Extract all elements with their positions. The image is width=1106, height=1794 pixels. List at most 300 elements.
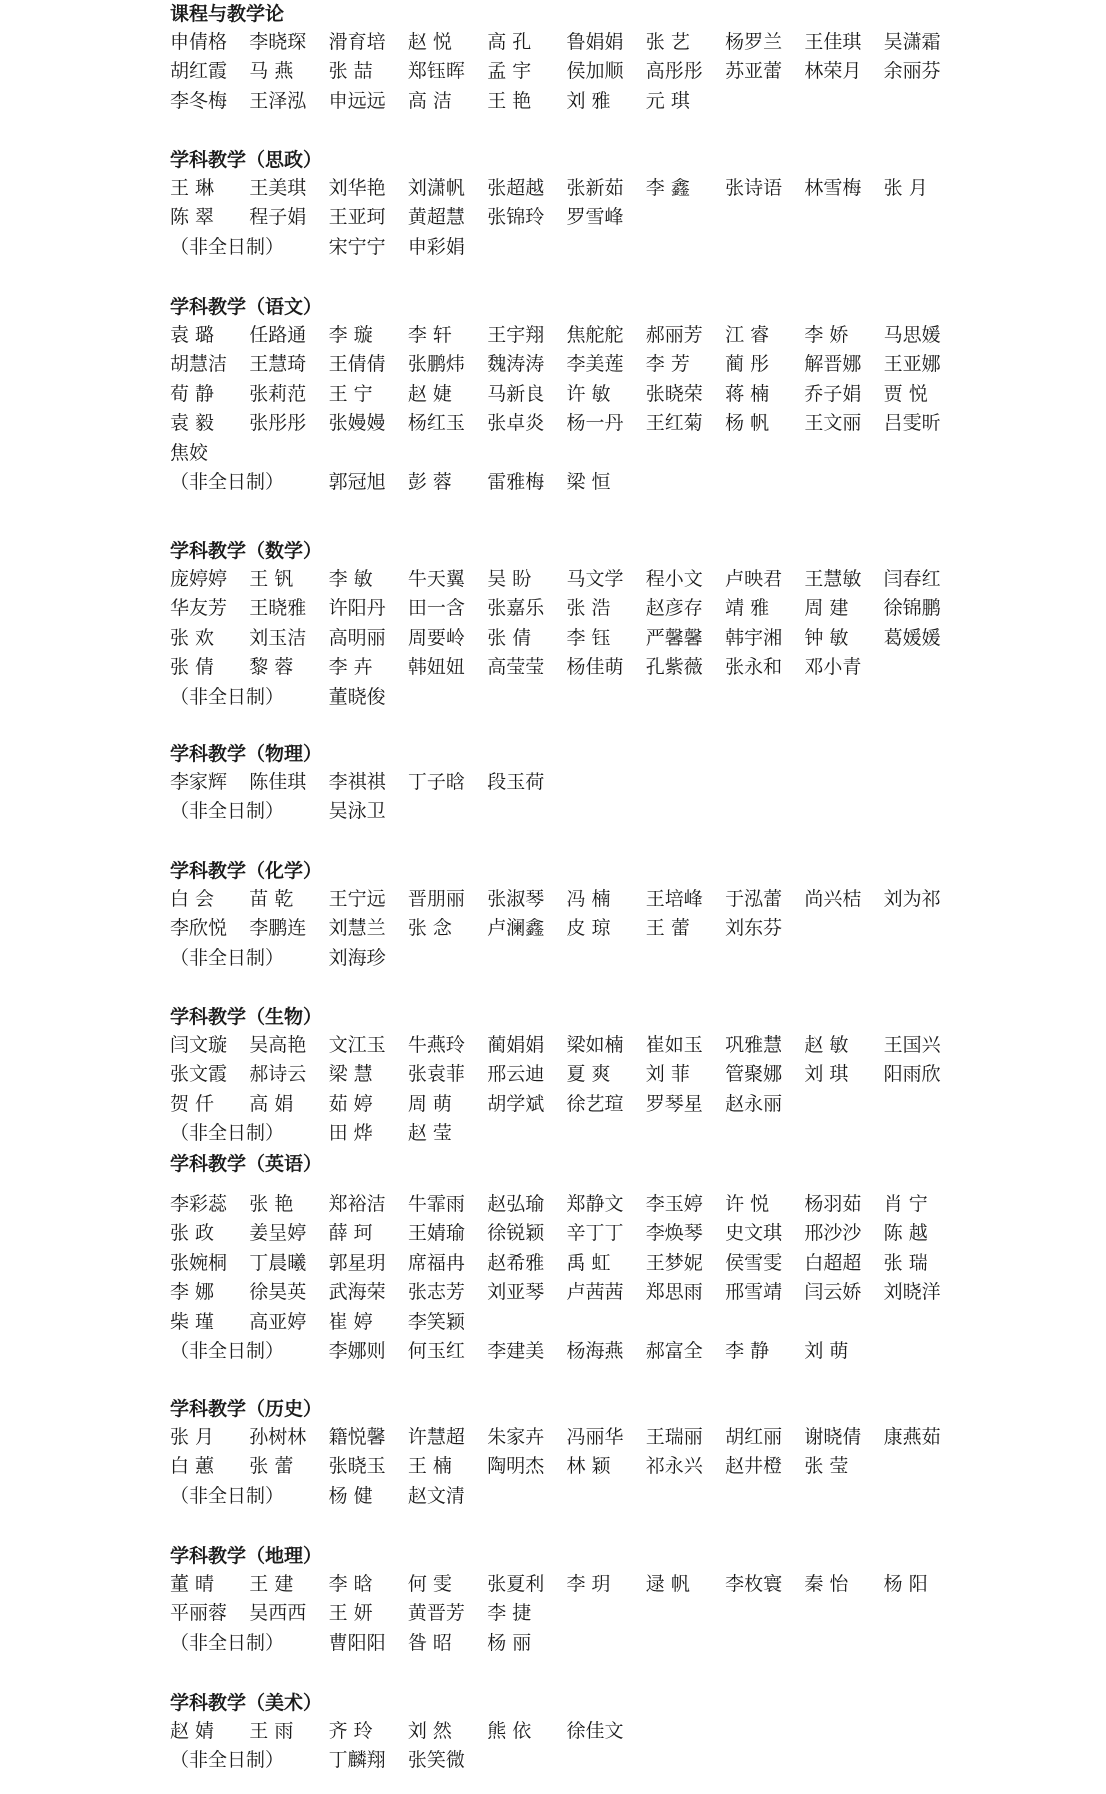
student-name-text: 李笑颖	[407, 1310, 465, 1333]
student-name-text: 华友芳	[170, 597, 228, 620]
student-name-text: 徐锐颖	[487, 1222, 545, 1245]
parttime-row	[170, 1119, 963, 1148]
student-name	[170, 409, 249, 438]
student-name-text: 邓小青	[804, 656, 862, 679]
student-name-text: 晋朋丽	[407, 888, 465, 910]
student-name-text: 张 倩	[487, 626, 532, 649]
student-name	[646, 321, 725, 350]
student-name	[249, 565, 328, 594]
student-name-text: 白超超	[804, 1251, 862, 1274]
section-title: 学科教学（生物）	[170, 1006, 323, 1028]
student-name	[725, 1570, 804, 1599]
student-name	[408, 1308, 487, 1337]
student-name-text: 解晋娜	[804, 353, 862, 376]
student-name	[804, 594, 883, 623]
student-name-text: 白 蕙	[170, 1455, 215, 1478]
parttime-row	[170, 468, 963, 497]
student-name-text: 张 月	[170, 1426, 215, 1448]
student-name	[566, 594, 645, 623]
student-name	[804, 1219, 883, 1248]
student-name	[884, 1278, 963, 1307]
student-name	[249, 380, 328, 409]
student-name	[487, 1219, 566, 1248]
student-name-text: 刘 萌	[804, 1339, 849, 1362]
student-name-text: 梁如楠	[566, 1034, 624, 1056]
student-name-text: 严馨馨	[645, 626, 703, 649]
name-row	[170, 350, 963, 379]
student-name	[408, 321, 487, 350]
student-name-text: 王晓雅	[249, 597, 307, 620]
student-name	[725, 914, 804, 943]
student-name-text: 吴高艳	[249, 1034, 307, 1056]
section-title: 学科教学（美术）	[170, 1692, 323, 1714]
student-name-text: 宋宁宁	[328, 235, 386, 258]
student-name-text: 李祺祺	[328, 771, 386, 793]
student-name-text: 袁 璐	[170, 324, 215, 346]
parttime-row	[170, 1337, 963, 1366]
student-name	[408, 653, 487, 682]
student-name	[487, 1423, 566, 1452]
section-title: 学科教学（地理）	[170, 1545, 323, 1567]
student-name	[249, 1308, 328, 1337]
student-name	[329, 624, 408, 653]
student-name	[408, 1119, 487, 1148]
student-name	[249, 653, 328, 682]
parttime-label: （非全日制）	[170, 235, 285, 258]
student-name	[884, 1060, 963, 1089]
student-name	[329, 1452, 408, 1481]
student-name-text: 郝诗云	[249, 1063, 307, 1086]
student-name	[884, 1423, 963, 1452]
student-name	[804, 1190, 883, 1219]
student-name-text: 秦 怡	[804, 1573, 849, 1595]
student-name	[249, 624, 328, 653]
student-name	[566, 409, 645, 438]
student-name-text: 逯 帆	[645, 1573, 690, 1595]
major-section	[170, 1003, 963, 1149]
student-name	[329, 87, 408, 116]
student-name-text: 王佳琪	[804, 31, 862, 53]
student-name	[329, 1249, 408, 1278]
section-title: 学科教学（思政）	[170, 149, 323, 171]
student-name-text: 崔 婷	[328, 1310, 373, 1333]
student-name	[487, 1599, 566, 1628]
name-row	[170, 1031, 963, 1060]
student-name	[329, 1031, 408, 1060]
major-section	[170, 0, 963, 116]
student-name	[329, 1482, 408, 1511]
student-name	[487, 1570, 566, 1599]
student-name-text: 刘 菲	[645, 1063, 690, 1086]
student-name	[646, 1278, 725, 1307]
student-name	[329, 914, 408, 943]
student-name	[170, 1570, 249, 1599]
student-name-text: 冯 楠	[566, 888, 611, 910]
student-name	[804, 653, 883, 682]
student-name-text: 李 璇	[328, 324, 373, 346]
student-name	[487, 653, 566, 682]
student-name	[804, 28, 883, 57]
student-name	[170, 439, 249, 468]
student-name-text: 蒋 楠	[725, 382, 770, 405]
student-name	[408, 1746, 487, 1775]
student-name	[566, 1249, 645, 1278]
student-name-text: 高明丽	[328, 626, 386, 649]
student-name	[725, 1337, 804, 1366]
student-name	[725, 1249, 804, 1278]
student-name	[646, 57, 725, 86]
student-name	[249, 350, 328, 379]
student-name-text: 罗雪峰	[566, 206, 624, 229]
student-name-text: 赵 敏	[804, 1034, 849, 1056]
student-name	[487, 885, 566, 914]
student-name-text: 黄超慧	[407, 206, 465, 229]
student-name	[725, 57, 804, 86]
student-name-text: 籍悦馨	[328, 1426, 386, 1448]
student-name-text: 平丽蓉	[170, 1602, 228, 1625]
student-name	[249, 594, 328, 623]
student-name	[408, 594, 487, 623]
student-name	[725, 1031, 804, 1060]
student-name	[804, 885, 883, 914]
student-name-text: 胡学斌	[487, 1092, 545, 1115]
student-name	[249, 174, 328, 203]
student-name	[329, 885, 408, 914]
student-name-text: 徐昊英	[249, 1281, 307, 1304]
student-name-text: 王 艳	[487, 89, 532, 112]
student-name	[646, 1423, 725, 1452]
student-name	[804, 1452, 883, 1481]
parttime-row	[170, 1629, 963, 1658]
student-name-text: 徐艺瑄	[566, 1092, 624, 1115]
student-name-text: 孟 宇	[487, 60, 532, 83]
student-name-text: 马思媛	[883, 324, 941, 346]
student-name	[170, 1090, 249, 1119]
parttime-label: （非全日制）	[170, 1122, 285, 1145]
name-row	[170, 624, 963, 653]
name-row	[170, 321, 963, 350]
student-name-text: 赵希雅	[487, 1251, 545, 1274]
student-name-text: 张永和	[725, 656, 783, 679]
student-name	[249, 1278, 328, 1307]
student-name-text: 李玉婷	[645, 1193, 703, 1215]
student-name-text: 卢映君	[725, 568, 783, 590]
student-name-text: 白 会	[170, 888, 215, 910]
student-name	[329, 409, 408, 438]
student-name	[804, 1423, 883, 1452]
student-name	[566, 1060, 645, 1089]
student-name-text: 刘 然	[407, 1720, 452, 1742]
student-name-text: 何 雯	[407, 1573, 452, 1595]
student-name	[170, 380, 249, 409]
student-name	[329, 768, 408, 797]
student-name-text: 何玉红	[407, 1339, 465, 1362]
student-name	[487, 914, 566, 943]
student-name-text: 禹 虹	[566, 1251, 611, 1274]
student-name	[249, 1090, 328, 1119]
student-name	[566, 28, 645, 57]
student-name	[884, 624, 963, 653]
student-name	[487, 1190, 566, 1219]
section-title: 学科教学（语文）	[170, 296, 323, 318]
student-name-text: 巩雅慧	[725, 1034, 783, 1056]
student-name	[884, 350, 963, 379]
student-name	[804, 1031, 883, 1060]
student-name-text: 董晓俊	[328, 685, 386, 708]
student-name-text: 刘海珍	[328, 946, 386, 969]
student-name-text: 张彤彤	[249, 412, 307, 435]
student-name-text: 许 悦	[725, 1193, 770, 1215]
student-name-text: 贾 悦	[883, 382, 928, 405]
student-name-text: 杨 帆	[725, 412, 770, 435]
student-name-text: 康燕茹	[883, 1426, 941, 1448]
student-name	[487, 350, 566, 379]
student-name-text: 张文霞	[170, 1063, 228, 1086]
student-name	[249, 1570, 328, 1599]
student-name-text: 马 燕	[249, 60, 294, 83]
student-name	[170, 1452, 249, 1481]
name-row	[170, 203, 963, 232]
section-title: 学科教学（历史）	[170, 1398, 323, 1420]
student-name	[249, 1219, 328, 1248]
student-name-text: 李 娇	[804, 324, 849, 346]
student-name	[646, 594, 725, 623]
student-name-text: 魏涛涛	[487, 353, 545, 376]
student-name	[884, 321, 963, 350]
student-name	[725, 174, 804, 203]
student-name	[646, 1031, 725, 1060]
student-name-text: 张志芳	[407, 1281, 465, 1304]
student-name-text: 张 莹	[804, 1455, 849, 1478]
student-name-text: 靖 雅	[725, 597, 770, 620]
student-name	[408, 1337, 487, 1366]
student-name	[329, 594, 408, 623]
student-name-text: 刘慧兰	[328, 917, 386, 940]
student-name-text: 王泽泓	[249, 89, 307, 112]
student-name-text: 朱家卉	[487, 1426, 545, 1448]
student-name-text: 卢茜茜	[566, 1281, 624, 1304]
student-name-text: 席福冉	[407, 1251, 465, 1274]
student-name-text: 王宁远	[328, 888, 386, 910]
student-name-text: 吴潇霜	[883, 31, 941, 53]
name-row	[170, 1190, 963, 1219]
parttime-row	[170, 1746, 646, 1775]
student-name-text: 张 倩	[170, 656, 215, 679]
student-name-text: 昝 昭	[407, 1631, 452, 1654]
student-name-text: 郭冠旭	[328, 470, 386, 493]
student-name	[170, 1278, 249, 1307]
student-name-text: 张 艺	[645, 31, 690, 53]
student-name	[170, 653, 249, 682]
student-name	[804, 565, 883, 594]
student-name-text: 王 蕾	[645, 917, 690, 940]
student-name-text: 谢晓倩	[804, 1426, 862, 1448]
student-name	[884, 594, 963, 623]
student-name-text: 苗 乾	[249, 888, 294, 910]
student-name	[487, 594, 566, 623]
student-name	[725, 28, 804, 57]
student-name-text: 李建美	[487, 1339, 545, 1362]
student-name-text: 崔如玉	[645, 1034, 703, 1056]
student-name	[408, 1249, 487, 1278]
student-name	[170, 57, 249, 86]
student-name	[408, 1090, 487, 1119]
student-name	[725, 565, 804, 594]
student-name	[408, 1190, 487, 1219]
student-name-text: 杨 阳	[883, 1573, 928, 1595]
student-name-text: 辛丁丁	[566, 1222, 624, 1245]
student-name-text: 曹阳阳	[328, 1631, 386, 1654]
student-name-text: 肖 宁	[883, 1193, 928, 1215]
student-name	[170, 1190, 249, 1219]
student-name	[329, 944, 408, 973]
student-name	[408, 350, 487, 379]
student-name-text: 申彩娟	[407, 235, 465, 258]
student-name-text: 元 琪	[645, 89, 690, 112]
student-name	[329, 565, 408, 594]
student-name-text: 焦姣	[170, 441, 209, 464]
student-name	[487, 1090, 566, 1119]
student-name-text: 苏亚蕾	[725, 60, 783, 83]
student-name	[804, 350, 883, 379]
student-name-text: 许阳丹	[328, 597, 386, 620]
student-name-text: 薛 珂	[328, 1222, 373, 1245]
student-name-text: 董 晴	[170, 1573, 215, 1595]
student-name-text: 王宇翔	[487, 324, 545, 346]
student-name-text: 王 雨	[249, 1720, 294, 1742]
student-name-text: 焦舵舵	[566, 324, 624, 346]
student-name	[408, 380, 487, 409]
student-name-text: 孔紫薇	[645, 656, 703, 679]
parttime-label: （非全日制）	[170, 1339, 285, 1362]
student-name-text: 田 烨	[328, 1122, 373, 1145]
student-name	[566, 57, 645, 86]
student-name	[646, 565, 725, 594]
student-name	[566, 1278, 645, 1307]
major-section	[170, 1395, 963, 1511]
student-name-text: 赵 悦	[407, 31, 452, 53]
student-name-text: 杨一丹	[566, 412, 624, 435]
student-name-text: 姜呈婷	[249, 1222, 307, 1245]
student-name-text: 李 轩	[407, 324, 452, 346]
student-name-text: 王婧瑜	[407, 1222, 465, 1245]
student-name	[329, 1219, 408, 1248]
name-row	[170, 885, 963, 914]
student-name	[170, 28, 249, 57]
student-name	[804, 1337, 883, 1366]
student-name-text: 杨羽茹	[804, 1193, 862, 1215]
parttime-row	[170, 233, 963, 262]
name-row	[170, 1090, 963, 1119]
student-name-text: 张 浩	[566, 597, 611, 620]
student-name-text: 刘亚琴	[487, 1281, 545, 1304]
student-name-text: 李 钰	[566, 626, 611, 649]
student-name	[249, 409, 328, 438]
student-name-text: 张 瑞	[883, 1251, 928, 1274]
name-row	[170, 439, 963, 468]
parttime-label: （非全日制）	[170, 1484, 285, 1507]
student-name	[884, 1249, 963, 1278]
student-name-text: 文江玉	[328, 1034, 386, 1056]
student-name-text: 李 娜	[170, 1281, 215, 1304]
student-name	[566, 468, 645, 497]
student-name-text: 杨罗兰	[725, 31, 783, 53]
student-name	[566, 565, 645, 594]
student-name	[249, 885, 328, 914]
student-name-text: 郝富全	[645, 1339, 703, 1362]
student-name	[170, 594, 249, 623]
major-section	[170, 740, 566, 827]
student-name-text: 王 琳	[170, 177, 215, 199]
student-name	[249, 1249, 328, 1278]
student-name	[408, 1570, 487, 1599]
student-name-text: 胡红霞	[170, 60, 228, 83]
student-name	[249, 914, 328, 943]
student-name-text: 林荣月	[804, 60, 862, 83]
student-name	[646, 885, 725, 914]
student-name-text: 吕雯昕	[883, 412, 941, 435]
student-name	[487, 174, 566, 203]
student-name-text: 茹 婷	[328, 1092, 373, 1115]
student-name	[804, 380, 883, 409]
student-name	[408, 57, 487, 86]
student-name-text: 赵 婧	[170, 1720, 215, 1742]
name-row	[170, 1278, 963, 1307]
major-section	[170, 293, 963, 497]
name-row	[170, 565, 963, 594]
student-name-text: 张嘉乐	[487, 597, 545, 620]
student-name	[725, 321, 804, 350]
student-name	[487, 409, 566, 438]
student-name	[170, 87, 249, 116]
name-row	[170, 87, 963, 116]
student-name-text: 马文学	[566, 568, 624, 590]
student-name	[408, 409, 487, 438]
student-name	[408, 233, 487, 262]
student-name-text: 段玉荷	[487, 771, 545, 793]
student-name	[249, 28, 328, 57]
student-name	[646, 1090, 725, 1119]
student-name-text: 黄晋芳	[407, 1602, 465, 1625]
student-name	[329, 1629, 408, 1658]
student-name-text: 李 卉	[328, 656, 373, 679]
student-name-text: 胡红丽	[725, 1426, 783, 1448]
student-name-text: 梁 恒	[566, 470, 611, 493]
student-name-text: 阳雨欣	[883, 1063, 941, 1086]
student-name	[249, 1031, 328, 1060]
student-name-text: 张 喆	[328, 60, 373, 83]
student-name-text: 王 宁	[328, 382, 373, 405]
student-name	[725, 1190, 804, 1219]
name-row	[170, 914, 963, 943]
student-name	[170, 1060, 249, 1089]
student-name-text: 周要岭	[407, 626, 465, 649]
student-name	[646, 1190, 725, 1219]
name-row	[170, 1717, 646, 1746]
major-section	[170, 1542, 963, 1658]
student-name	[487, 624, 566, 653]
student-name	[646, 174, 725, 203]
student-name	[329, 203, 408, 232]
student-name	[170, 624, 249, 653]
student-name	[725, 1090, 804, 1119]
student-name-text: 蔺娟娟	[487, 1034, 545, 1056]
student-name	[249, 57, 328, 86]
student-name-text: 高彤彤	[645, 60, 703, 83]
student-name-text: 冯丽华	[566, 1426, 624, 1448]
student-name-text: 乔子娟	[804, 382, 862, 405]
student-name-text: 张袁菲	[407, 1063, 465, 1086]
